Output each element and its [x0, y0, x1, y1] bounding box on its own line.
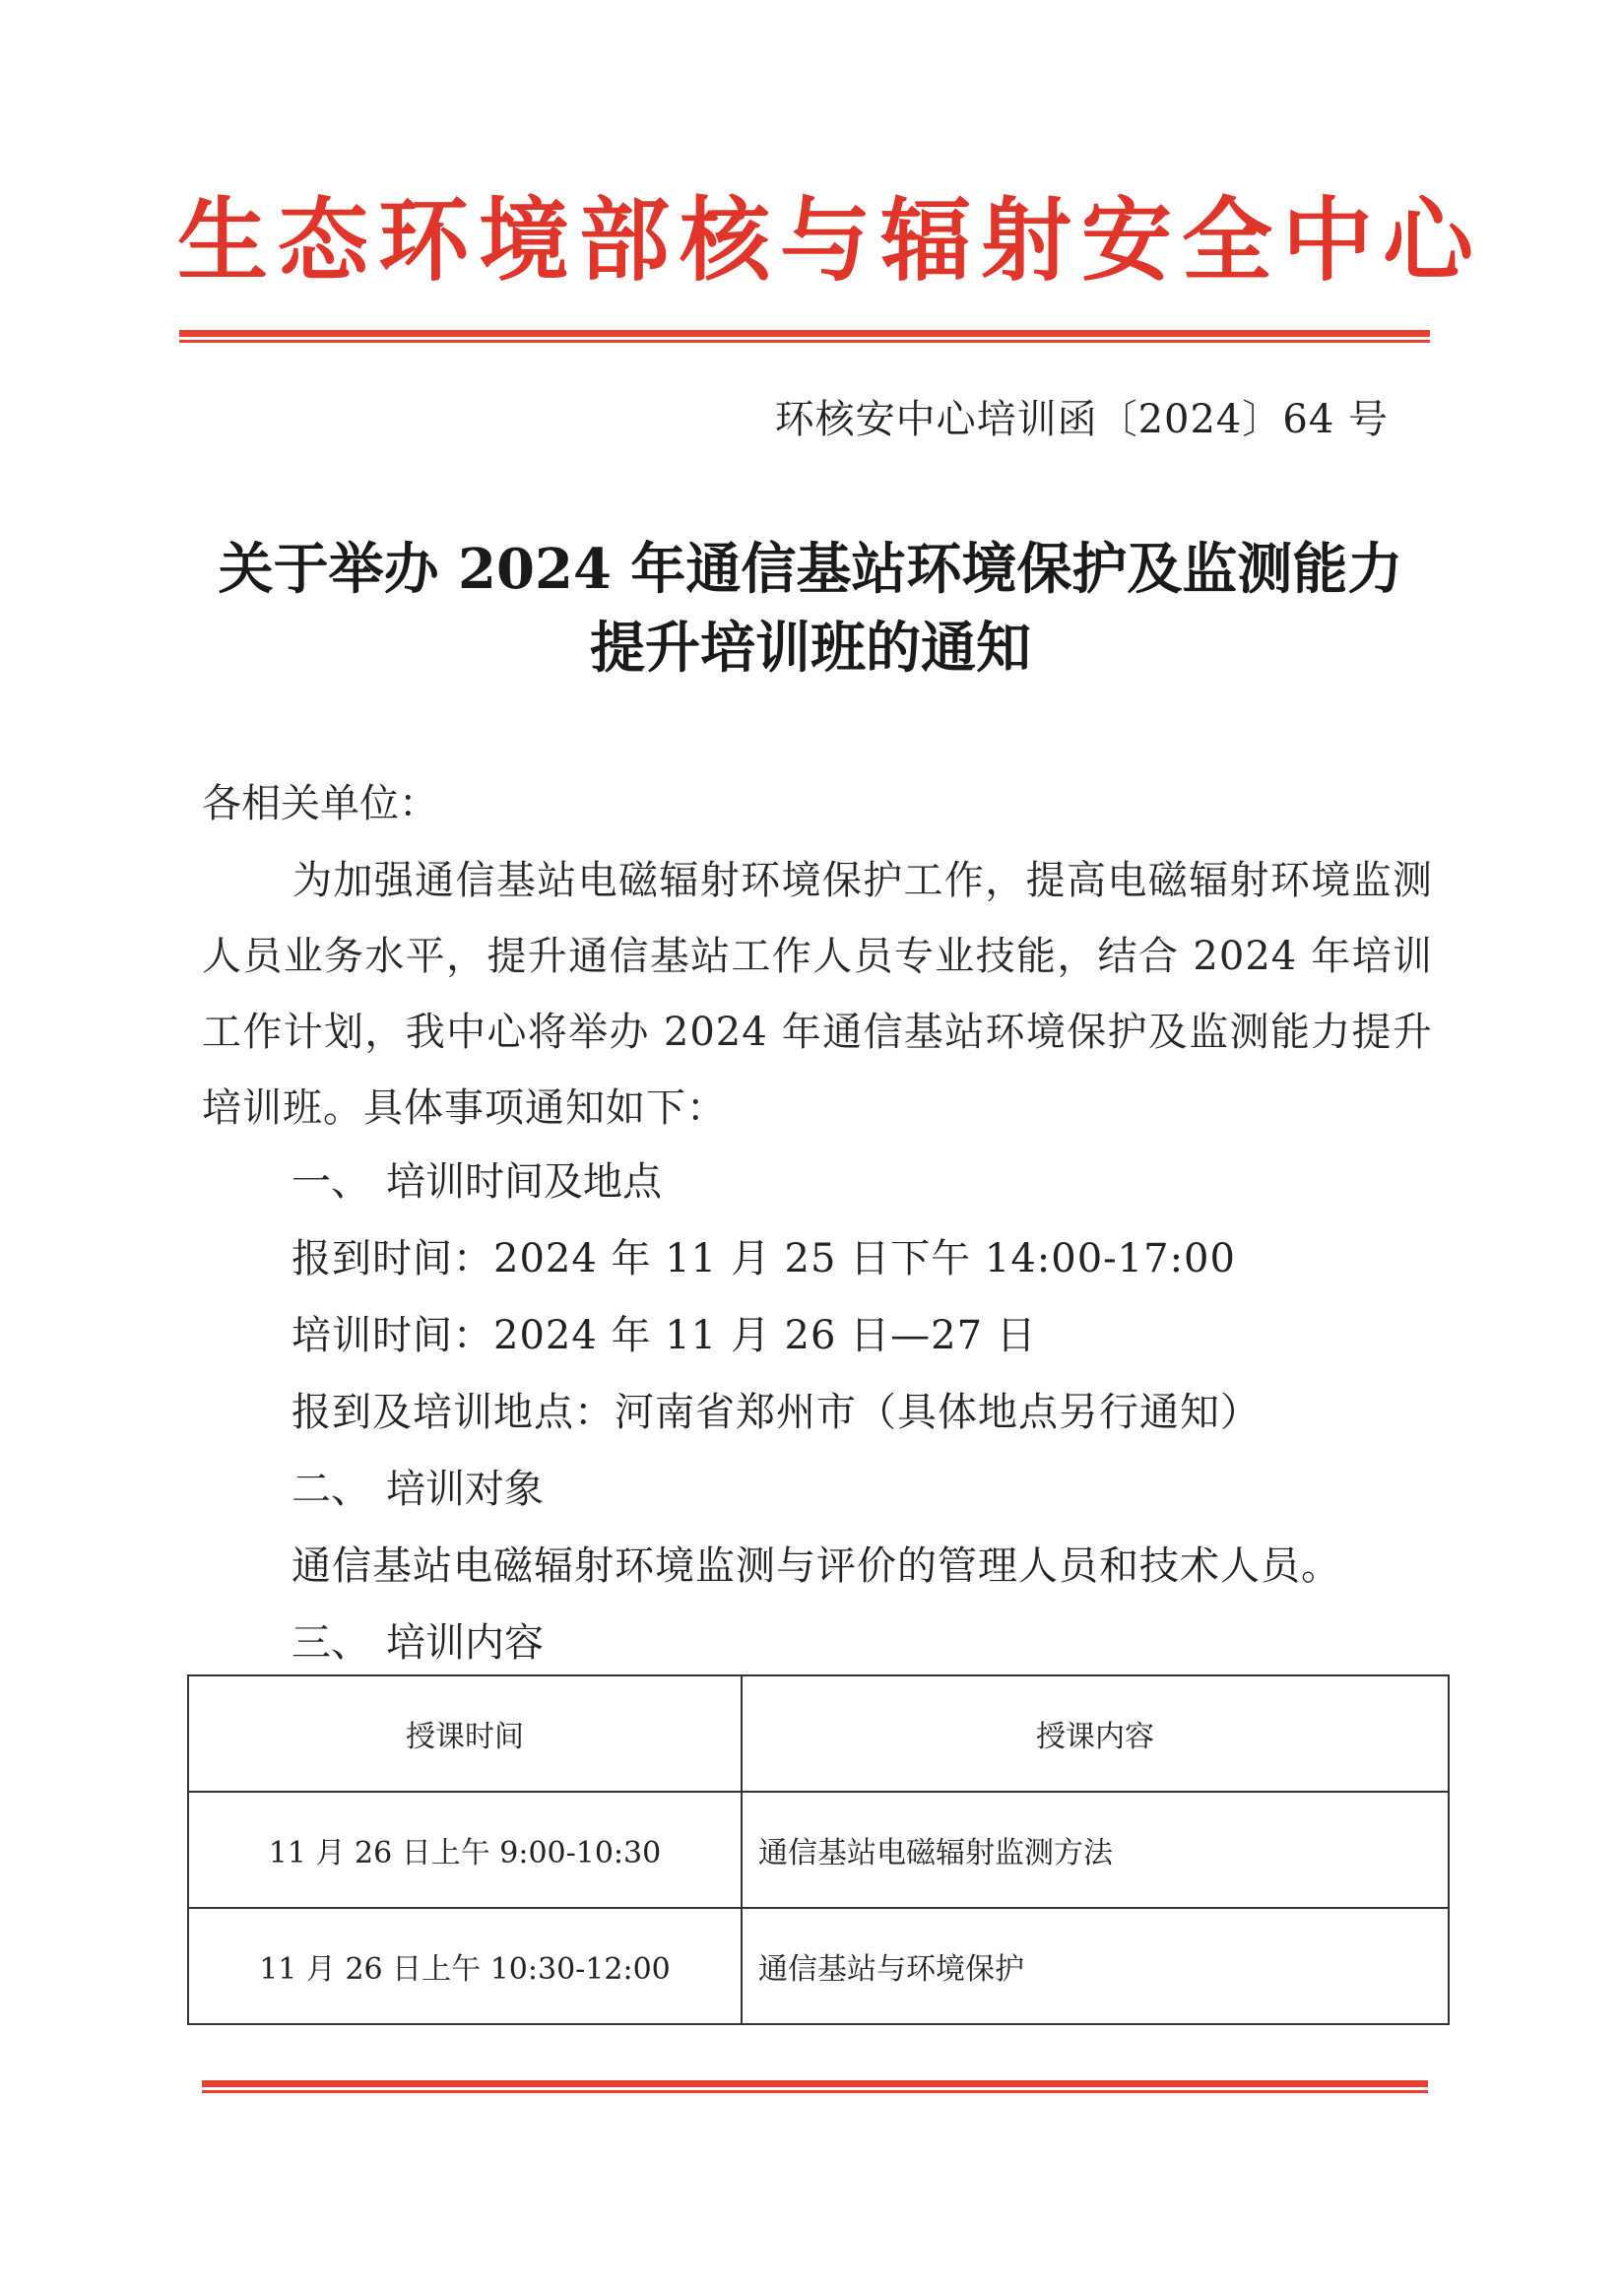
salutation: 各相关单位： — [202, 781, 438, 826]
section-title: 培训内容 — [386, 1620, 544, 1666]
letterhead-org-name: 生态环境部核与辐射安全中心 — [177, 188, 1484, 294]
document-number: 环核安中心培训函〔2024〕64 号 — [774, 397, 1389, 442]
schedule-table — [187, 1674, 1450, 2025]
red-rule-thin — [179, 340, 1430, 343]
training-time-line: 培训时间：2024 年 11 月 26 日—27 日 — [292, 1313, 1037, 1358]
table-cell-time: 11 月 26 日上午 10:30-12:00 — [188, 1908, 742, 2024]
footer-red-rule — [202, 2080, 1428, 2093]
red-rule-thin — [202, 2090, 1428, 2093]
table-row — [188, 1792, 1449, 1908]
section-heading-2 — [292, 1462, 544, 1517]
section-number: 三、 — [292, 1620, 370, 1666]
section-number: 一、 — [292, 1159, 370, 1205]
table-header-content: 授课内容 — [742, 1675, 1449, 1792]
table-cell-content: 通信基站电磁辐射监测方法 — [742, 1792, 1449, 1908]
document-title-line1: 关于举办 2024 年通信基站环境保护及监测能力 — [218, 537, 1403, 602]
section-heading-1 — [292, 1154, 662, 1210]
table-row — [188, 1908, 1449, 2024]
section-title: 培训对象 — [386, 1467, 544, 1512]
training-location-line: 报到及培训地点：河南省郑州市（具体地点另行通知） — [292, 1390, 1261, 1435]
table-header-row — [188, 1675, 1449, 1792]
letterhead-red-rule — [179, 330, 1430, 343]
intro-paragraph: 为加强通信基站电磁辐射环境保护工作，提高电磁辐射环境监测人员业务水平，提升通信基站工作人员专业技能，结合 2024 年培训工作计划，我中心将举办 2024 年通信基站环境保护及监测能力提升培训班。具体事项通知如下： — [202, 858, 1433, 1131]
table-cell-content: 通信基站与环境保护 — [742, 1908, 1449, 2024]
red-rule-thick — [202, 2080, 1428, 2087]
section-heading-3 — [292, 1615, 544, 1671]
document-title-line2: 提升培训班的通知 — [590, 616, 1031, 681]
red-rule-thick — [179, 330, 1430, 337]
table-header-time: 授课时间 — [188, 1675, 742, 1792]
trainee-line: 通信基站电磁辐射环境监测与评价的管理人员和技术人员。 — [292, 1543, 1341, 1589]
table-cell-time: 11 月 26 日上午 9:00-10:30 — [188, 1792, 742, 1908]
document-title — [187, 530, 1434, 688]
report-time-line: 报到时间：2024 年 11 月 25 日下午 14:00-17:00 — [292, 1236, 1236, 1281]
section-number: 二、 — [292, 1467, 370, 1512]
section-title: 培训时间及地点 — [386, 1159, 662, 1205]
